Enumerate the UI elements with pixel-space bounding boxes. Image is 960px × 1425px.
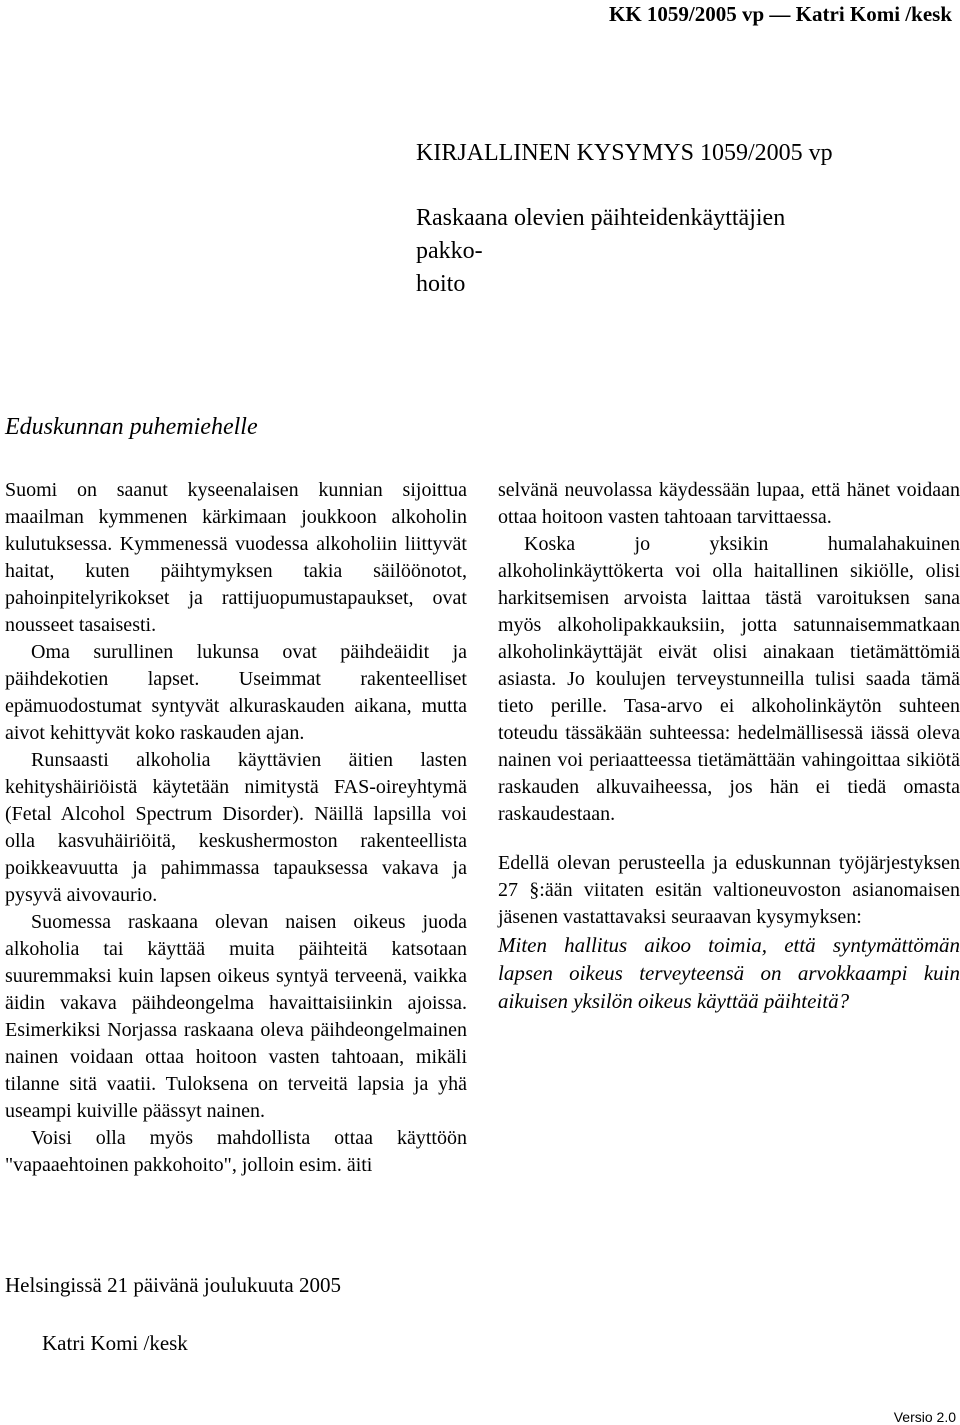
question-text: Miten hallitus aikoo toimia, että syntymättömän lapsen oikeus terveyteensä on arvokkaampi kuin aikuisen yksilön oikeus käyttää päihteitä? [498,933,960,1013]
addressee: Eduskunnan puhemiehelle [5,414,258,440]
subject-line-1: Raskaana olevien päihteidenkäyttäjien pakko- [416,205,786,264]
body-left-column [5,477,467,1179]
body-right-column [498,477,960,1015]
paragraph: Suomi on saanut kyseenalaisen kunnian sijoittua maailman kymmenen kärkimaan joukkoon alkoholin kulutuksessa. Kymmenessä vuodessa alkoholiin liittyvät haitat, kuten päihtymyksen takia säilöönotot, pahoinpitelyrikokset ja rattijuopumustapaukset, ovat nousseet tasaisesti. [5,479,467,636]
document-header: KK 1059/2005 vp — Katri Komi /kesk [608,2,952,26]
paragraph: Suomessa raskaana olevan naisen oikeus juoda alkoholia tai käyttää muita päihteitä katsotaan suuremmaksi kuin lapsen oikeus syntyä terveenä, vaikka äidin vakava päihdeongelma havaittaisiinkin ajoissa. Esimerkiksi Norjassa raskaana oleva päihdeongelmainen nainen voidaan ottaa hoitoon vasten tahtoaan, mikäli tilanne sitä vaatii. Tuloksena on terveitä lapsia ja yhä useampi kuiville päässyt nainen. [5,911,467,1122]
paragraph: Edellä olevan perusteella ja eduskunnan työjärjestyksen 27 §:ään viitaten esitän valtioneuvoston asianomaisen jäsenen vastattavaksi seuraavan kysymyksen: [498,852,960,928]
version-label: Versio 2.0 [893,1409,956,1425]
signer-name: Katri Komi /kesk [42,1331,188,1355]
place-date: Helsingissä 21 päivänä joulukuuta 2005 [5,1273,341,1297]
paragraph: Oma surullinen lukunsa ovat päihdeäidit ja päihdekotien lapset. Useimmat rakenteelliset epämuodostumat syntyvät alkuraskauden aikana, mutta aivot kehittyvät koko raskauden ajan. [5,641,467,744]
paragraph: Runsaasti alkoholia käyttävien äitien lasten kehityshäiriöistä käytetään nimitystä FAS-oireyhtymä (Fetal Alcohol Spectrum Disorder). Näillä lapsilla voi olla kasvuhäiriöitä, keskushermoston rakenteellista poikkeavuutta ja pahimmassa tapauksessa vakava ja pysyvä aivovaurio. [5,749,467,906]
paragraph: Koska jo yksikin humalahakuinen alkoholinkäyttökerta voi olla haitallinen sikiölle, olisi harkitsemisen arvoista laittaa tästä varoituksen sana myös alkoholipakkauksiin, jotta satunnaisemmatkaan alkoholinkäyttäjät eivät olisi ainakaan tietämättömiä asiasta. Jo koulujen terveystunneilla tulisi saada tämä tieto perille. Tasa-arvo ei alkoholinkäytön suhteen toteudu tässäkään suhteessa: hedelmällisessä iässä oleva nainen voi periaatteessa tietämättään vahingoittaa sikiötä raskauden alkuvaiheessa, jos hän ei tiedä omasta raskaudestaan. [498,533,960,825]
paragraph: selvänä neuvolassa käydessään lupaa, että hänet voidaan ottaa hoitoon vasten tahtoaan tarvittaessa. [498,479,960,528]
paragraph: Voisi olla myös mahdollista ottaa käyttöön "vapaaehtoinen pakkohoito", jolloin esim. äiti [5,1127,467,1176]
document-title: KIRJALLINEN KYSYMYS 1059/2005 vp [416,140,833,166]
subject-line-2: hoito [416,271,466,297]
document-subject [416,202,856,301]
